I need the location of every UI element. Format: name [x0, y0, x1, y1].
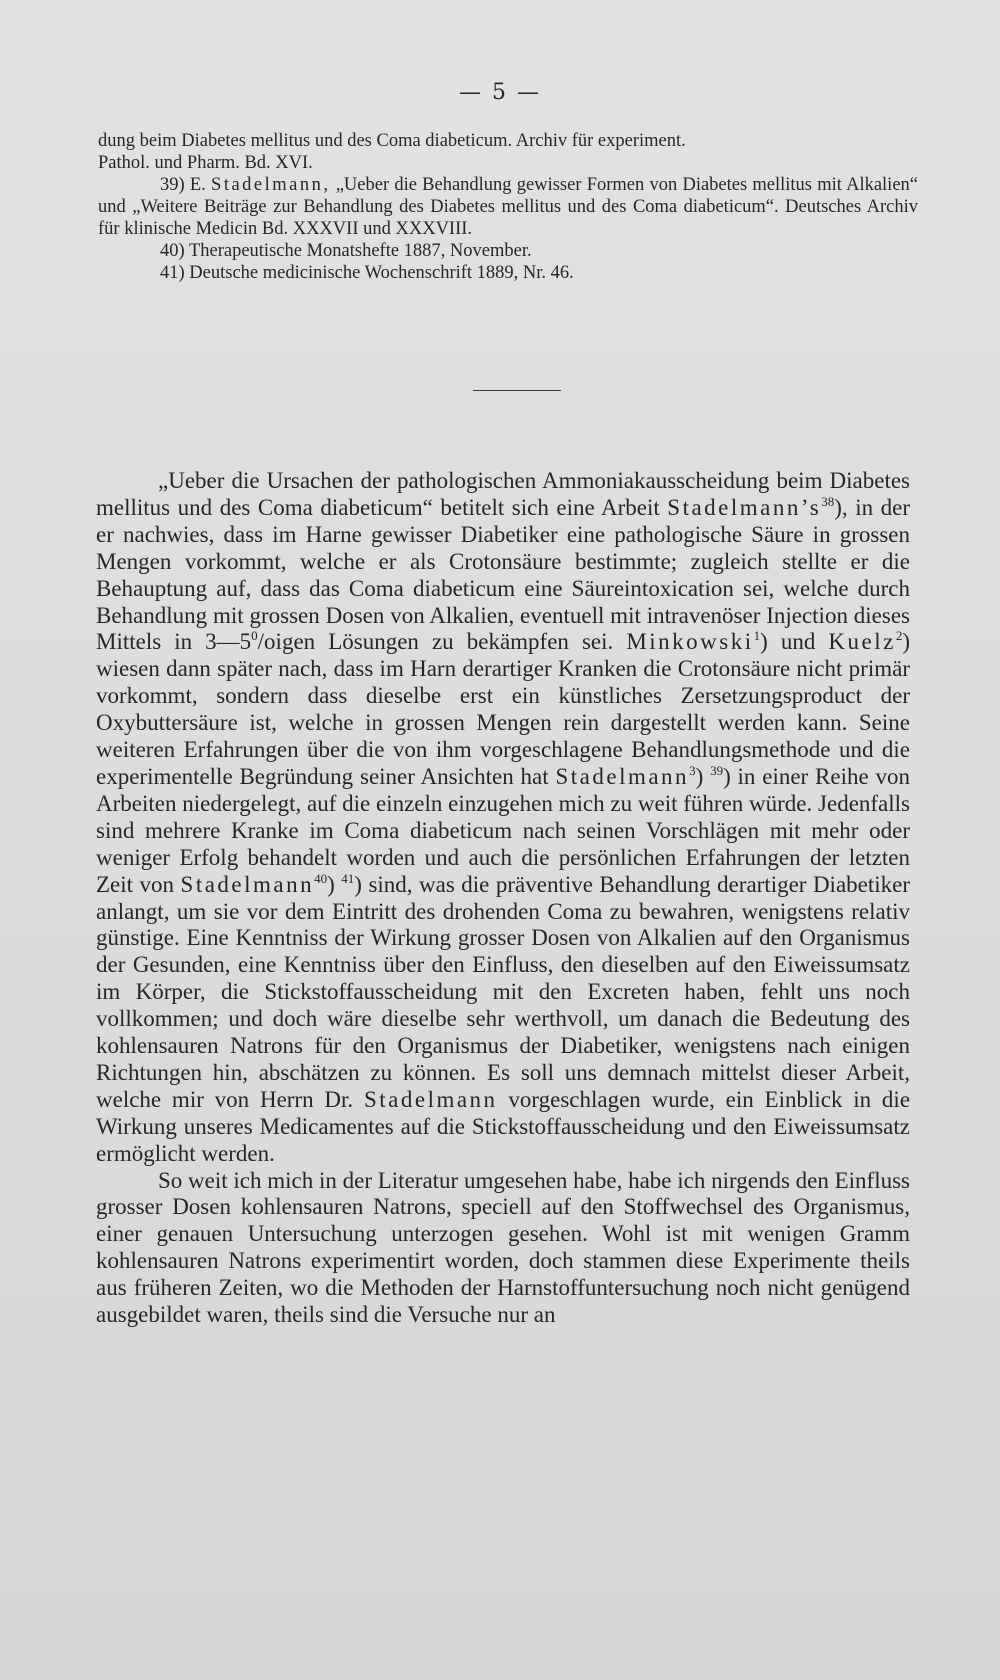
footnote-continuation-line1: dung beim Diabetes mellitus und des Coma diabeticum. Archiv für experiment. — [98, 131, 686, 151]
text-run: ) wiesen dann später nach, dass im Harn derartiger Kranken die Crotonsäure nicht primär vorkommt, sondern dass dieselbe erst ein künstliches Zersetzungsproduct der Oxybuttersäure ist, welche in grossen Mengen rein dargestellt werden kann. Seine weiteren Erfahrungen über die von ihm vorgeschlagene Behandlungsmethode und die experimentelle Begründung seiner Ansichten hat — [96, 629, 911, 789]
footnote-39-author: Stadelmann, — [211, 175, 331, 195]
footnote-continuation — [98, 130, 918, 174]
page-number: — 5 — — [459, 80, 541, 105]
text-run: ) und — [760, 629, 816, 655]
paragraph-2: So weit ich mich in der Literatur umgesehen habe, habe ich nirgends den Einfluss grosser Dosen kohlensauren Natrons, speciell auf den Stoffwechsel des Organismus, einer genauen Untersuchung unterzogen gesehen. Wohl ist mit wenigen Gramm kohlensauren Natrons experimentirt worden, doch stammen diese Experimente theils aus früheren Zeiten, wo die Methoden der Harnstoffuntersuchung noch nicht genügend ausgebildet waren, theils sind die Versuche nur an — [96, 1167, 910, 1328]
footnote-40: 40) Therapeutische Monatshefte 1887, November. — [160, 241, 532, 261]
text-run: /oigen Lösungen zu bekämpfen sei. — [257, 629, 614, 655]
author-name: Minkowski — [626, 629, 754, 655]
text-run: ) — [695, 763, 704, 789]
author-name: Stadelmann — [180, 871, 315, 897]
author-name: Stadelmann — [363, 1086, 498, 1112]
author-name: Stadelmann’s — [667, 494, 822, 520]
text-run: ) in einer Reihe von Arbeiten niedergelegt, auf die einzeln einzugehen mich zu weit führen würde. Jedenfalls sind mehrere Kranke im Coma diabeticum nach seinen Vorschlägen mit mehr oder weniger Erfolg behandelt worden und auch die persönlichen Erfahrungen der letzten Zeit von — [96, 763, 911, 897]
text-run: ) sind, was die präventive Behandlung derartiger Diabetiker anlangt, um sie vor dem Eintritt des drohenden Coma zu bewahren, wenigstens relativ günstige. Eine Kenntniss der Wirkung grosser Dosen von Alkalien auf den Organismus der Gesunden, eine Kenntniss über den Einfluss, den dieselben auf den Eiweissumsatz im Körper, die Stickstoffausscheidung mit den Excreten haben, fehlt uns noch vollkommen; und doch wäre dieselbe sehr werthvoll, um danach die Bedeutung des kohlensauren Natrons für den Organismus der Diabetiker, wenigstens nach einigen Richtungen hin, abschätzen zu können. Es soll uns demnach mittelst dieser Arbeit, welche mir von Herrn Dr. — [96, 871, 911, 1112]
reference-mark: 2 — [895, 628, 903, 644]
text-run: ) — [327, 871, 335, 897]
body-text — [96, 468, 910, 1329]
footnote-continuation-line2: Pathol. und Pharm. Bd. XVI. — [98, 153, 313, 173]
reference-mark: 3 — [689, 762, 696, 778]
author-name: Stadelmann — [555, 763, 690, 789]
text-run: „Ueber die Ursachen der pathologischen Ammoniakausscheidung beim Diabetes mellitus und des Coma diabeticum“ betitelt sich eine Arbeit — [96, 468, 910, 520]
paragraph-1 — [96, 468, 910, 1168]
text-run: ), in der er nachwies, dass im Harne gewisser Diabetiker eine pathologische Säure in grossen Mengen vorkommt, welche er als Crotonsäure bestimmte; zugleich stellte er die Behauptung auf, dass das Coma diabeticum eine Säureintoxication sei, welche durch Behandlung mit grossen Dosen von Alkalien, eventuell mit intravenöser Injection dieses Mittels in 3—5 — [96, 494, 911, 655]
footnotes — [98, 130, 918, 284]
section-divider — [473, 390, 561, 391]
footnote-39-number: 39) E. — [160, 175, 206, 195]
reference-mark: 1 — [753, 628, 761, 644]
reference-mark: 40 — [314, 870, 328, 886]
author-name: Kuelz — [828, 629, 896, 655]
text-run: vorgeschlagen wurde, ein Einblick in die Wirkung unseres Medicamentes auf die Stickstoffausscheidung und den Eiweissumsatz ermöglicht werden. — [96, 1086, 911, 1166]
reference-mark: 38 — [821, 493, 835, 509]
footnote-41: 41) Deutsche medicinische Wochenschrift 1889, Nr. 46. — [160, 263, 574, 283]
footnote-39-text: „Ueber die Behandlung gewisser Formen von Diabetes mellitus mit Alkalien“ und „Weitere Beiträge zur Behandlung des Diabetes mellitus und des Coma diabeticum“. Deutsches Archiv für klinische Medicin Bd. XXXVII und XXXVIII. — [98, 175, 918, 239]
reference-mark: 41 — [341, 870, 355, 886]
reference-mark: 39 — [710, 762, 724, 778]
footnote-39 — [98, 174, 918, 240]
percent-superscript: 0 — [251, 628, 258, 644]
